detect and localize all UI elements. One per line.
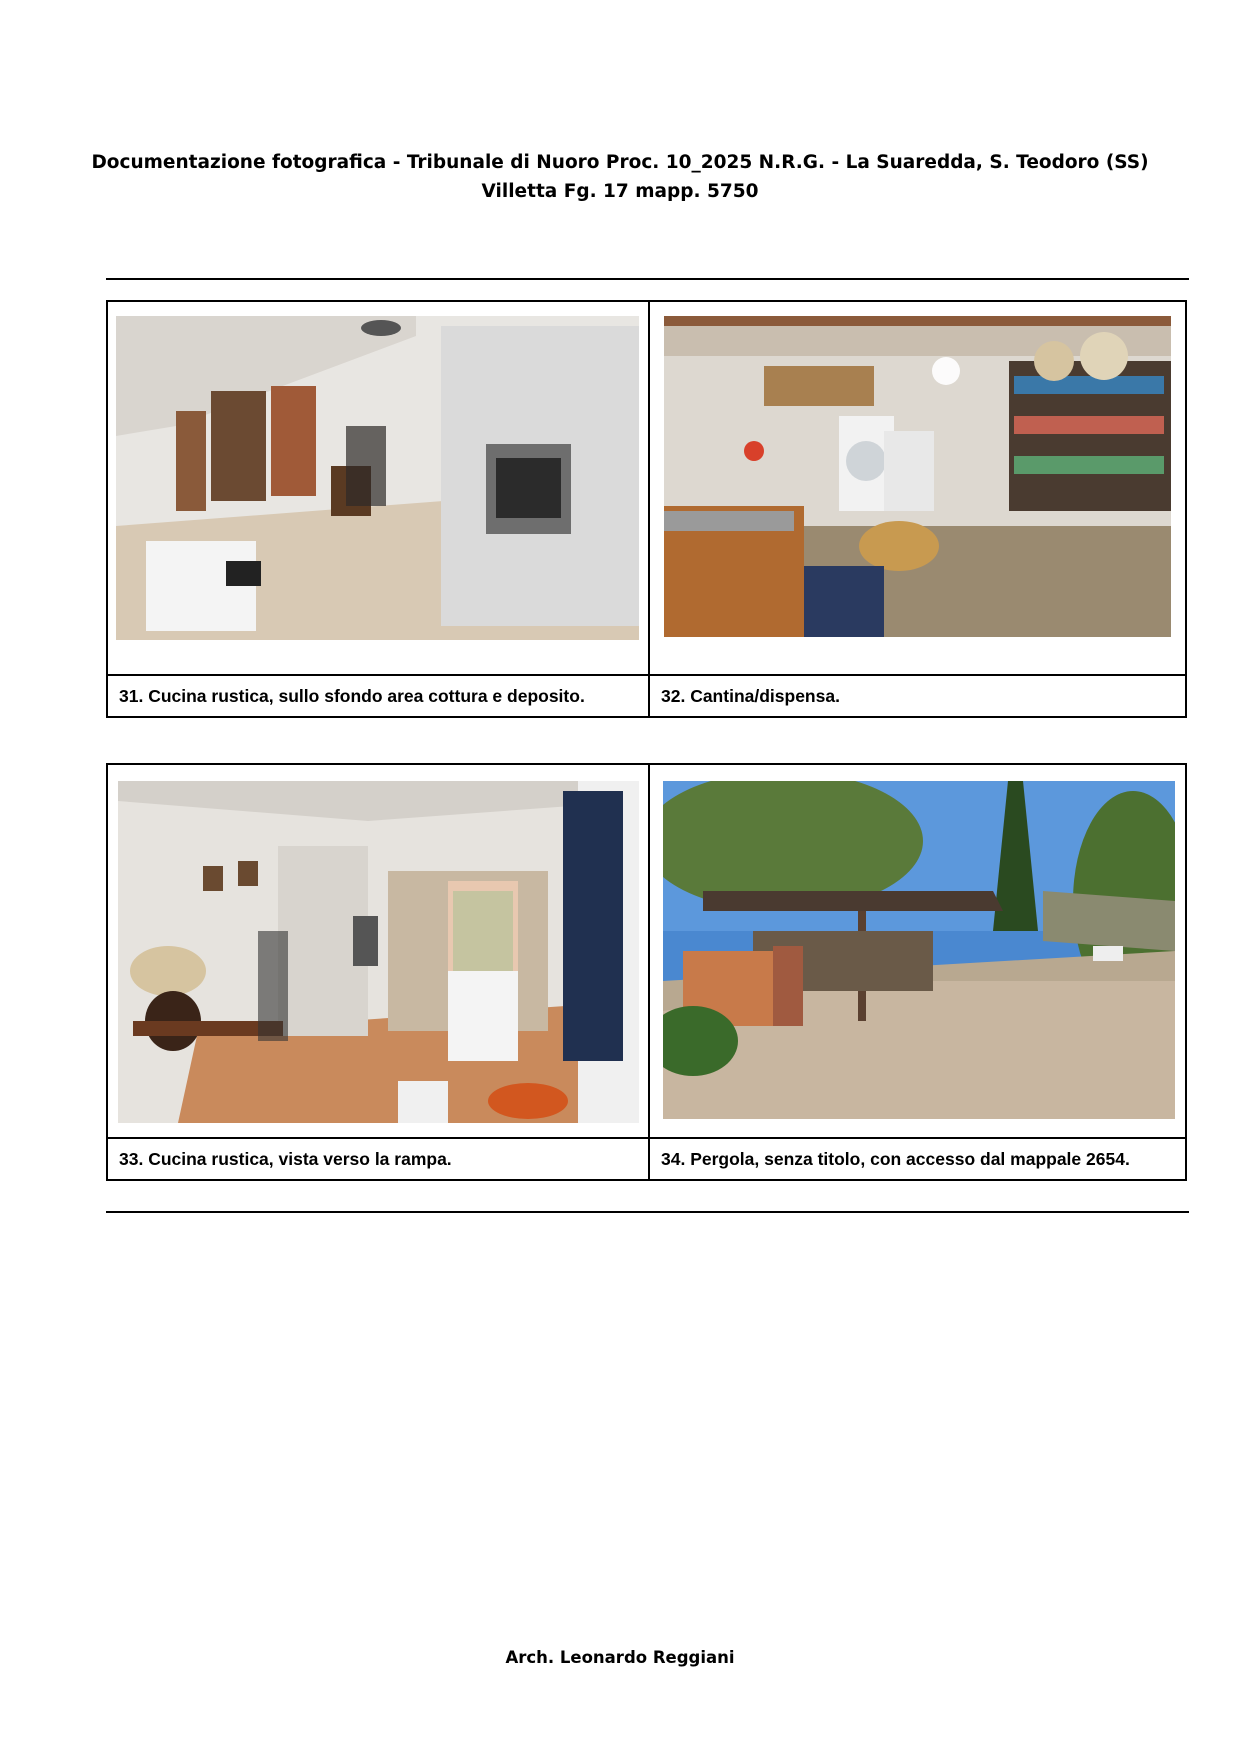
photo-cell-33 — [107, 764, 649, 1138]
header-subtitle: Villetta Fg. 17 mapp. 5750 — [481, 181, 759, 202]
photo-table-1 — [106, 300, 1187, 718]
caption-31: 31. Cucina rustica, sullo sfondo area cottura e deposito. — [107, 675, 649, 717]
document-header — [0, 148, 1240, 206]
caption-34: 34. Pergola, senza titolo, con accesso dal mappale 2654. — [649, 1138, 1186, 1180]
photo-cell-32 — [649, 301, 1186, 675]
photo-cell-34 — [649, 764, 1186, 1138]
photo-31-kitchen — [116, 316, 639, 640]
footer-author: Arch. Leonardo Reggiani — [505, 1648, 735, 1667]
top-divider — [106, 278, 1189, 280]
photo-34-pergola — [663, 781, 1175, 1119]
photo-cell-31 — [107, 301, 649, 675]
photo-32-cellar — [664, 316, 1171, 637]
header-title: Documentazione fotografica - Tribunale di Nuoro Proc. 10_2025 N.R.G. - La Suaredda, S. Teodoro (SS) — [91, 152, 1149, 173]
bottom-divider — [106, 1211, 1189, 1213]
caption-32: 32. Cantina/dispensa. — [649, 675, 1186, 717]
caption-33: 33. Cucina rustica, vista verso la rampa. — [107, 1138, 649, 1180]
photo-table-2 — [106, 763, 1187, 1181]
photo-33-kitchen-view — [118, 781, 639, 1123]
